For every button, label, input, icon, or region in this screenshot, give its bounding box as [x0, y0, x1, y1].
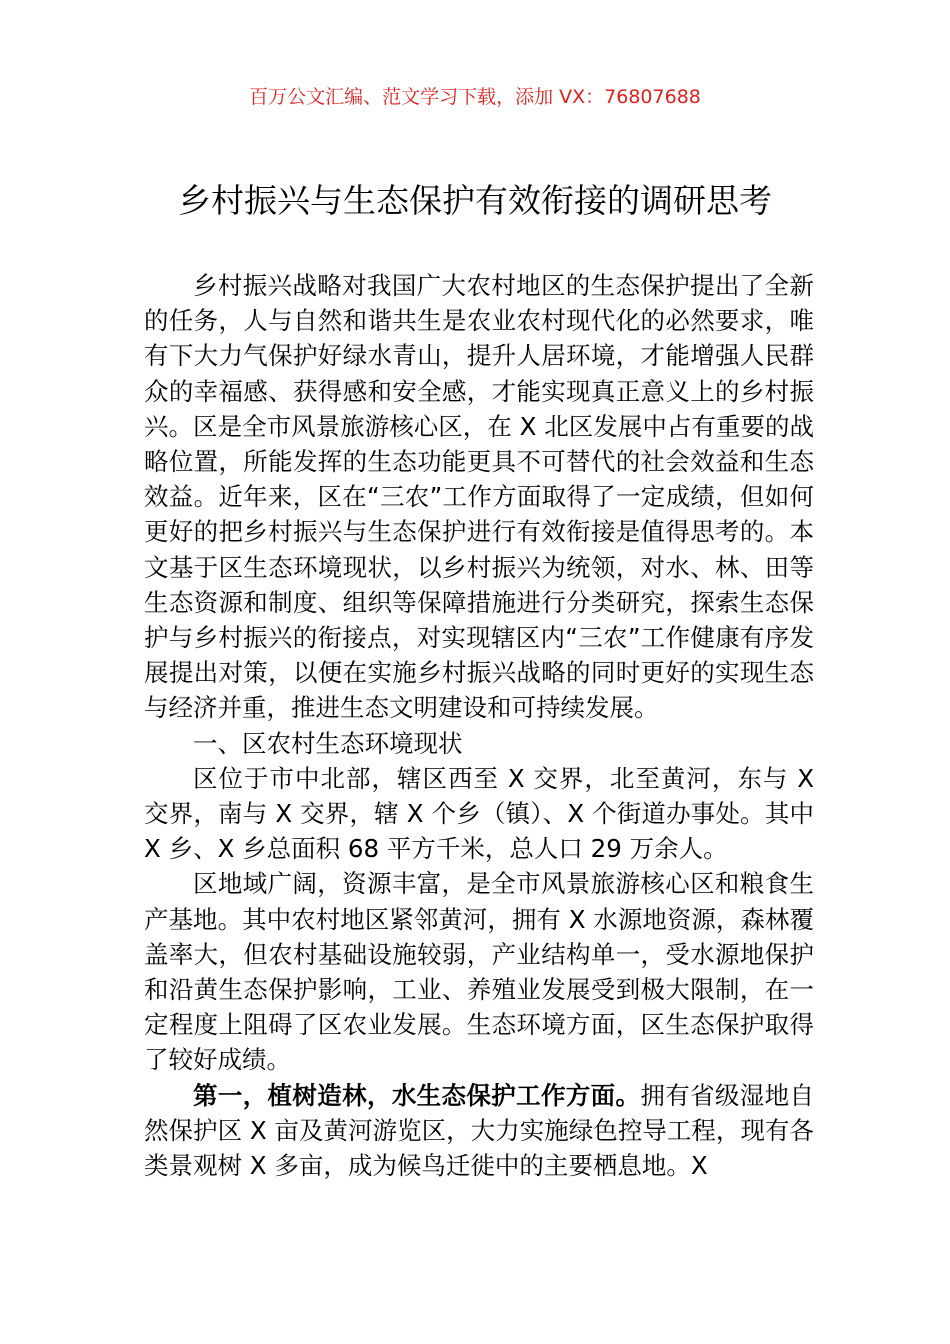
section-heading: 一、区农村生态环境现状 — [193, 728, 463, 758]
watermark-banner: 百万公文汇编、范文学习下载，添加 VX：76807688 — [249, 86, 701, 108]
paragraph-text: 拥有省级湿地自然保护区 X 亩及黄河游览区，大力实施绿色控导工程，现有各类景观树 X 多亩，成为候鸟迁徙中的主要栖息地。X — [144, 1080, 814, 1181]
document-body — [144, 268, 814, 1183]
paragraph-location: 区位于市中北部，辖区西至 X 交界，北至黄河，东与 X 交界，南与 X 交界，辖 X 个乡（镇）、X 个街道办事处。其中 X 乡、X 乡总面积 68 平方千米，总人口 29 万余人。 — [144, 763, 814, 864]
document-title: 乡村振兴与生态保护有效衔接的调研思考 — [178, 181, 772, 220]
paragraph-lead: 第一，植树造林，水生态保护工作方面。 — [193, 1080, 641, 1110]
paragraph-first-point — [144, 1078, 814, 1184]
paragraph-intro: 乡村振兴战略对我国广大农村地区的生态保护提出了全新的任务，人与自然和谐共生是农业农村现代化的必然要求，唯有下大力气保护好绿水青山，提升人居环境，才能增强人民群众的幸福感、获得感和安全感，才能实现真正意义上的乡村振兴。区是全市风景旅游核心区，在 X 北区发展中占有重要的战略位置，所能发挥的生态功能更具不可替代的社会效益和生态效益。近年来，区在“三农”工作方面取得了一定成绩，但如何更好的把乡村振兴与生态保护进行有效衔接是值得思考的。本文基于区生态环境现状，以乡村振兴为统领，对水、林、田等生态资源和制度、组织等保障措施进行分类研究，探索生态保护与乡村振兴的衔接点，对实现辖区内“三农”工作健康有序发展提出对策，以便在实施乡村振兴战略的同时更好的实现生态与经济并重，推进生态文明建设和可持续发展。 — [144, 271, 814, 723]
paragraph-resources: 区地域广阔，资源丰富，是全市风景旅游核心区和粮食生产基地。其中农村地区紧邻黄河，拥有 X 水源地资源，森林覆盖率大，但农村基础设施较弱，产业结构单一，受水源地保护和沿黄生态保护影响，工业、养殖业发展受到极大限制，在一定程度上阻碍了区农业发展。生态环境方面，区生态保护取得了较好成绩。 — [144, 869, 814, 1075]
